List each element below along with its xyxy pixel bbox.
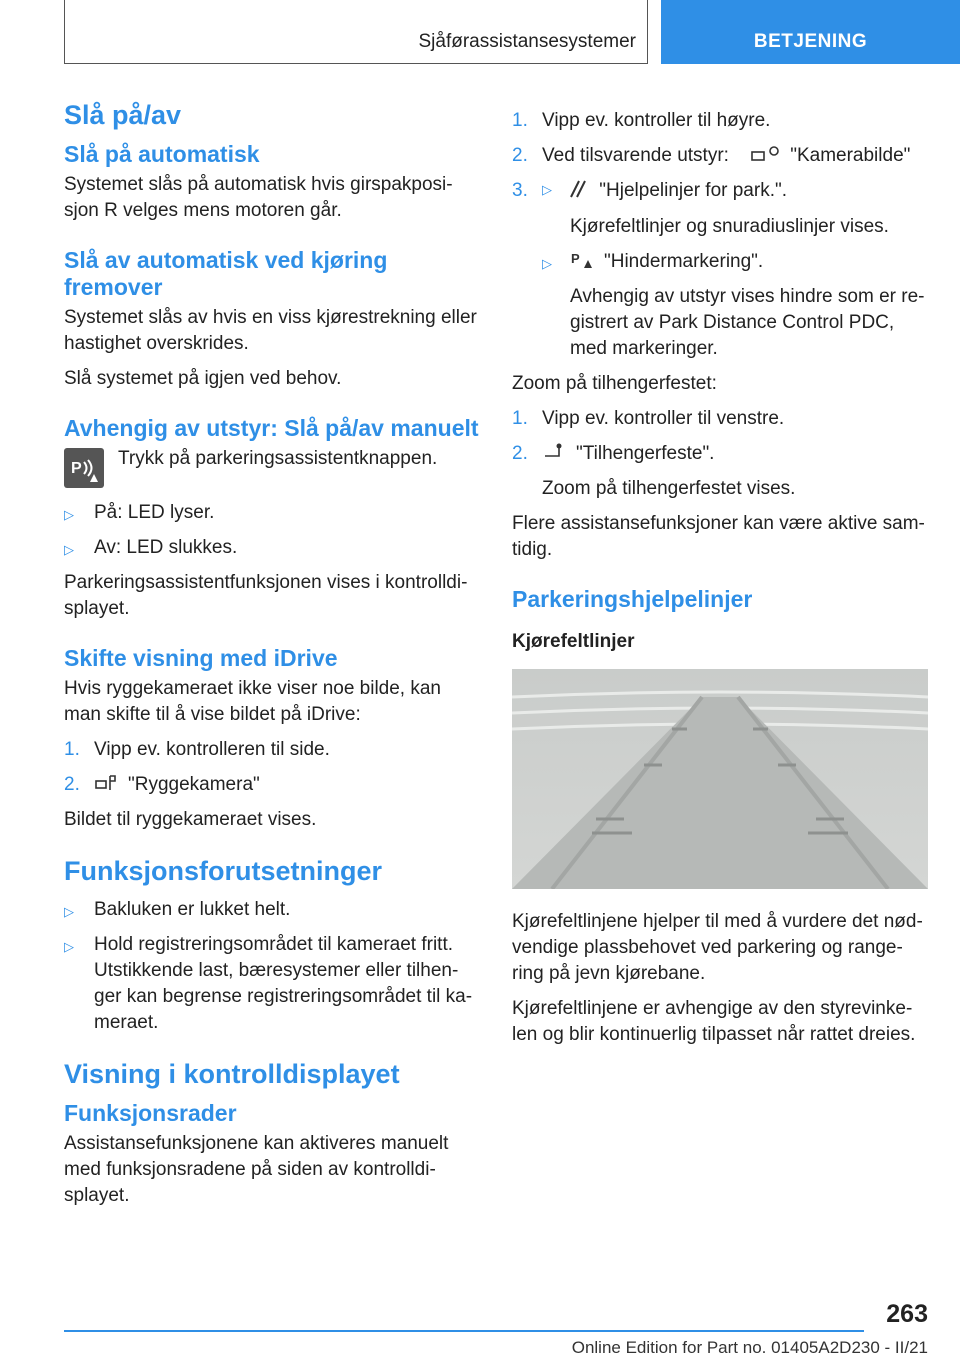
heading-auto-off: Slå av automatisk ved kjøring fremover — [64, 247, 388, 300]
step-right-3: 3. ▷ "Hjelpelinjer for park.". — [512, 180, 788, 201]
list-item-led-off: ▷ Av: LED slukkes. — [64, 537, 238, 558]
heading-auto-on: Slå på automatisk — [64, 141, 260, 167]
step-right-2: 2. Ved tilsvarende utstyr: "Kamerabilde" — [512, 145, 911, 166]
footer-divider — [64, 1330, 864, 1332]
text-auto-off-1: Systemet slås av hvis en viss kjørestrekning eller hastighet overskrides. — [64, 307, 477, 354]
left-column — [64, 100, 482, 1218]
lane-lines-illustration — [512, 669, 928, 889]
heading-display: Visning i kontrolldisplayet — [64, 1059, 400, 1089]
text-auto-off-2: Slå systemet på igjen ved behov. — [64, 368, 342, 389]
heading-prerequisites: Funksjonsforutsetninger — [64, 856, 383, 886]
text-multi-functions: Flere assistansefunksjoner kan være aktive sam-tidig. — [512, 513, 925, 560]
list-item-prereq-1: ▷ Bakluken er lukket helt. — [64, 899, 291, 920]
text-lanes-1: Kjørefeltlinjene hjelper til med å vurdere det nød-vendige plassbehovet ved parkering og range-ring på jevn kjørebane. — [512, 911, 923, 984]
svg-text:P: P — [71, 460, 82, 477]
button-instruction-text: Trykk på parkeringsassistentknappen. — [118, 448, 438, 469]
text-lanes-2: Kjørefeltlinjene er avhengige av den styrevinke-len og blir kontinuerlig tilpasset når rattet dreies. — [512, 998, 916, 1045]
button-instruction — [64, 446, 482, 486]
text-auto-on: Systemet slås på automatisk hvis girspakposi-sjon R velges mens motoren går. — [64, 174, 453, 221]
parking-assist-button-icon — [64, 448, 104, 488]
step-idrive-2: 2. "Ryggekamera" — [64, 774, 260, 795]
step-zoom-1: 1. Vipp ev. kontroller til venstre. — [512, 408, 785, 429]
obstacle-marking-icon — [570, 250, 596, 270]
step-3b: ▷ P "Hindermarkering". — [542, 251, 764, 272]
text-function-rows: Assistansefunksjonene kan aktiveres manuelt med funksjonsradene på siden av kontrolldi-splayet. — [64, 1133, 449, 1206]
step-zoom-2: 2. "Tilhengerfeste". — [512, 443, 715, 464]
text-function-shown: Parkeringsassistentfunksjonen vises i kontrolldi-splayet. — [64, 572, 468, 619]
header-section-title: Sjåførassistansesystemer — [418, 31, 636, 52]
text-zoom-intro: Zoom på tilhengerfestet: — [512, 373, 717, 394]
heading-lane-lines: Kjørefeltlinjer — [512, 631, 635, 652]
page-number: 263 — [886, 1300, 928, 1328]
step-right-1: 1. Vipp ev. kontroller til høyre. — [512, 110, 771, 131]
edition-note: Online Edition for Part no. 01405A2D230 - II/21 — [571, 1338, 928, 1357]
right-column — [512, 108, 930, 1057]
svg-text:P: P — [571, 251, 580, 266]
list-item-led-on: ▷ På: LED lyser. — [64, 502, 215, 523]
heading-function-rows: Funksjonsrader — [64, 1100, 237, 1126]
trailer-hitch-icon — [542, 442, 568, 462]
heading-idrive: Skifte visning med iDrive — [64, 645, 338, 671]
header-chapter-tab: BETJENING — [661, 0, 960, 64]
guide-lines-icon — [565, 179, 591, 199]
heading-manual: Avhengig av utstyr: Slå på/av manuelt — [64, 415, 479, 441]
heading-on-off: Slå på/av — [64, 100, 182, 130]
rear-camera-icon — [94, 773, 120, 793]
text-idrive-result: Bildet til ryggekameraet vises. — [64, 809, 317, 830]
text-idrive: Hvis ryggekameraet ikke viser noe bilde, kan man skifte til å vise bildet på iDrive: — [64, 678, 442, 725]
step-idrive-1: 1. Vipp ev. kontrolleren til side. — [64, 739, 330, 760]
step-3b-note: Avhengig av utstyr vises hindre som er re-gistrert av Park Distance Control PDC, med markeringer. — [570, 286, 925, 359]
heading-guide-lines: Parkeringshjelpelinjer — [512, 586, 753, 612]
list-item-prereq-2: ▷ Hold registreringsområdet til kameraet fritt. Utstikkende last, bæresystemer eller tilhen-ger kan begrense registreringsområdet til ka-meraet. — [64, 934, 473, 1033]
camera-icon — [748, 144, 782, 164]
step-zoom-2-note: Zoom på tilhengerfestet vises. — [542, 478, 796, 499]
step-3a-note: Kjørefeltlinjer og snuradiuslinjer vises. — [570, 216, 889, 237]
